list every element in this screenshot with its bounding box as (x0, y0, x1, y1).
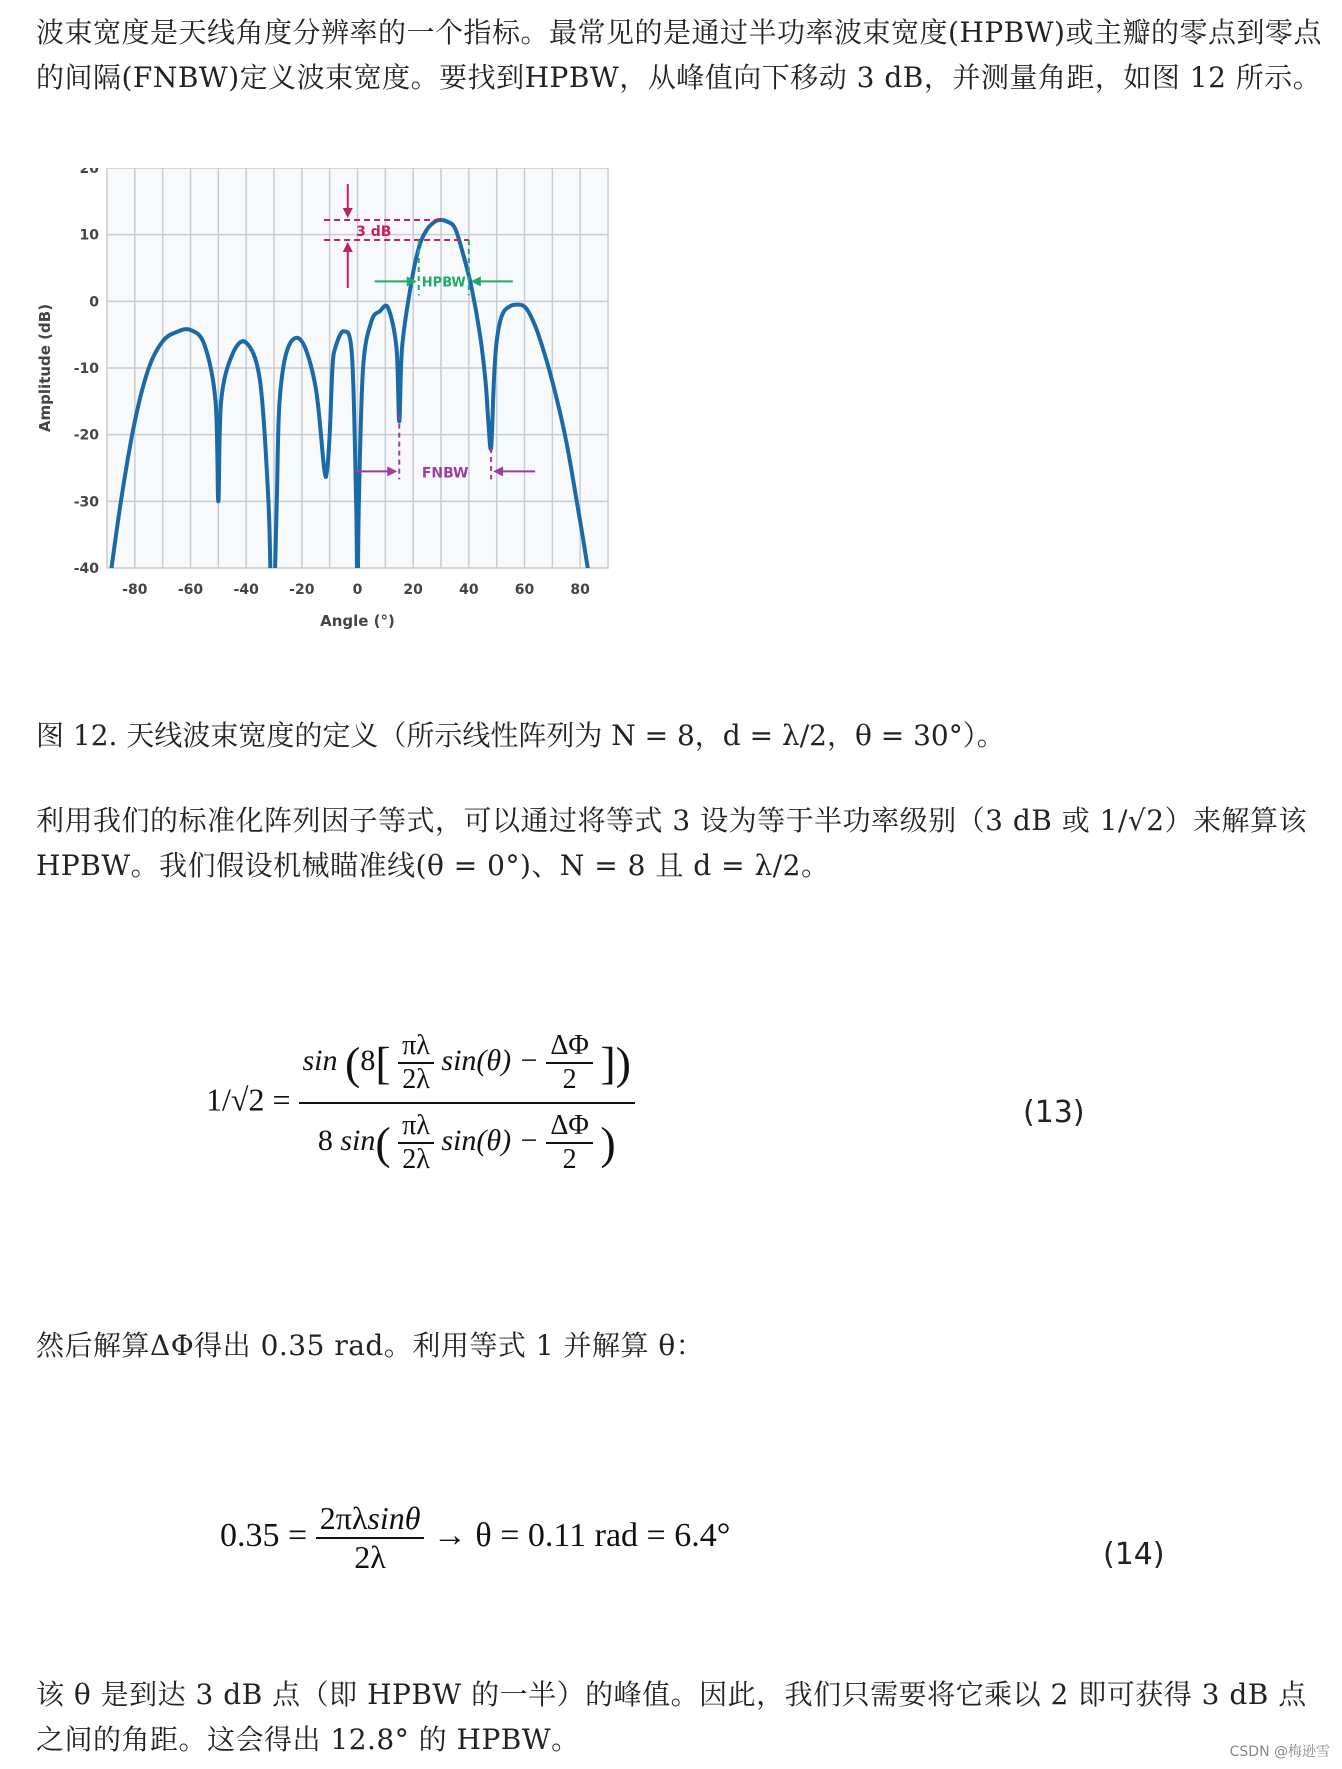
eq13-twolambda-den: 2λ (398, 1142, 434, 1176)
eq13-sintheta-num: sin(θ) − (441, 1043, 539, 1077)
x-axis-label: Angle (°) (320, 612, 395, 630)
eq14-lhs: 0.35 = (220, 1516, 308, 1554)
eq13-two-num: 2 (546, 1062, 592, 1096)
x-tick-label: 20 (403, 582, 423, 598)
y-axis-label: Amplitude (dB) (36, 303, 54, 433)
y-tick-label: 10 (79, 227, 99, 244)
eq13-deltaphi-den: ΔΦ (550, 1110, 589, 1141)
hpbw-label: HPBW (421, 275, 466, 291)
y-tick-label: -20 (73, 427, 99, 444)
eq13-sintheta-den: sin(θ) − (441, 1123, 539, 1157)
x-tick-label: 40 (459, 582, 479, 598)
eq13-pilambda-num: πλ (402, 1030, 430, 1061)
y-tick-label: -40 (73, 561, 99, 577)
equation-13-number: (13) (1023, 1095, 1085, 1130)
eq14-rhs: → θ = 0.11 rad = 6.4° (432, 1516, 731, 1554)
eq13-lhs: 1/√2 = (206, 1081, 291, 1118)
delta-phi-paragraph: 然后解算ΔΦ得出 0.35 rad。利用等式 1 并解算 θ： (36, 1329, 705, 1362)
eq13-deltaphi-num: ΔΦ (550, 1030, 589, 1061)
eq14-den: 2λ (316, 1537, 425, 1576)
figure-caption: 图 12. 天线波束宽度的定义（所示线性阵列为 N = 8，d = λ/2，θ = 30°）。 (36, 719, 1005, 752)
beamwidth-chart-svg (30, 168, 710, 713)
eq13-eight-den: 8 (317, 1123, 333, 1157)
db3-label: 3 dB (356, 224, 392, 240)
fnbw-label: FNBW (421, 465, 469, 482)
x-tick-label: -20 (289, 582, 315, 598)
y-tick-label: -30 (73, 494, 99, 511)
y-tick-label: 0 (89, 294, 99, 311)
hpbw-paragraph: 利用我们的标准化阵列因子等式，可以通过将等式 3 设为等于半功率级别（3 dB 或 1/√2）来解算该 HPBW。我们假设机械瞄准线(θ = 0°)、N = 8 且 d = λ/2。 (36, 804, 1308, 882)
eq13-eight-num: 8 (360, 1043, 376, 1077)
equation-13: 1/√2 = sin (8[ $\frac{\pi\lambda}{2\lambda}$ sin(θ) − $\frac{\Delta\Phi}{2}$ ]) 8 sin( $\frac{\pi\lambda}{2\lambda}$ sin(θ) − $\frac{\Delta\Phi}{2}$ ) (206, 1030, 635, 1176)
eq13-pilambda-den: πλ (402, 1110, 430, 1141)
beamwidth-chart (30, 168, 710, 713)
intro-paragraph: 波束宽度是天线角度分辨率的一个指标。最常见的是通过半功率波束宽度(HPBW)或主瓣的零点到零点的间隔(FNBW)定义波束宽度。要找到HPBW，从峰值向下移动 3 dB，并测量角距，如图 12 所示。 (36, 16, 1322, 94)
x-tick-label: -40 (233, 582, 259, 598)
x-tick-label: -80 (122, 582, 148, 598)
y-tick-label: 20 (79, 168, 99, 177)
watermark: CSDN @梅逊雪 (1229, 1744, 1330, 1760)
eq13-two-den: 2 (546, 1142, 592, 1176)
equation-14 (220, 1500, 730, 1576)
y-tick-label: -10 (73, 361, 99, 377)
conclusion-paragraph: 该 θ 是到达 3 dB 点（即 HPBW 的一半）的峰值。因此，我们只需要将它乘以 2 即可获得 3 dB 点之间的角距。这会得出 12.8° 的 HPBW。 (36, 1678, 1307, 1756)
x-tick-label: 80 (570, 582, 590, 598)
eq14-num-main: 2πλ (319, 1500, 368, 1536)
eq13-twolambda-num: 2λ (398, 1062, 434, 1096)
x-tick-label: 0 (352, 582, 363, 598)
x-tick-label: 60 (514, 582, 535, 598)
x-tick-label: -60 (177, 582, 204, 598)
eq14-num-sin: sinθ (367, 1500, 421, 1536)
equation-14-number: (14) (1103, 1537, 1165, 1572)
eq13-sin-num: sin (302, 1043, 338, 1077)
eq13-sin-den: sin (340, 1123, 376, 1157)
